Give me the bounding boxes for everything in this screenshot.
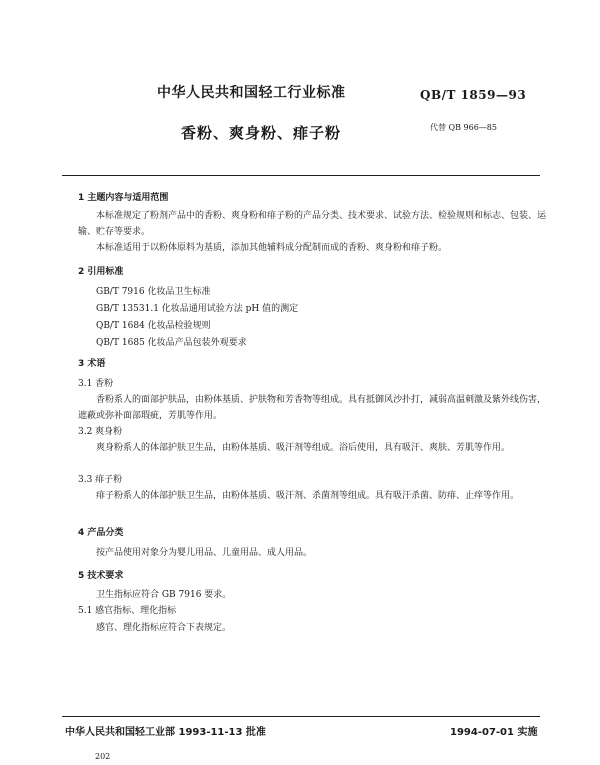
reference-item: QB/T 1684 化妆品检验规则 [96, 321, 211, 331]
reference-item: QB/T 1685 化妆品产品包装外观要求 [96, 338, 247, 348]
issuer-title: 中华人民共和国轻工行业标准 [157, 85, 346, 101]
section-5-text: 卫生指标应符合 GB 7916 要求。 [96, 590, 232, 600]
term-3-1-heading: 3.1 香粉 [78, 379, 114, 389]
term-3-2-heading: 3.2 爽身粉 [78, 427, 123, 437]
section-5-heading: 5 技术要求 [78, 571, 124, 581]
section-5-1-heading: 5.1 感官指标、理化指标 [78, 606, 177, 616]
term-3-3-heading: 3.3 痱子粉 [78, 475, 123, 485]
section-2-heading: 2 引用标准 [78, 267, 124, 277]
section-5-1-text: 感官、理化指标应符合下表规定。 [96, 623, 232, 633]
replaces-note: 代替 QB 966—85 [430, 123, 497, 132]
section-1-paragraph-1: 本标准规定了粉剂产品中的香粉、爽身粉和痱子粉的产品分类、技术要求、试验方法、检验规则和标志、包装、运输、贮存等要求。 [78, 211, 547, 237]
term-3-2-text: 爽身粉系人的体部护肤卫生品，由粉体基质、吸汗剂等组成。浴后使用，具有吸汗、爽肤、芳肌等作用。 [96, 443, 511, 453]
section-1-paragraph-2: 本标准适用于以粉体原料为基质，添加其他辅料成分配制而成的香粉、爽身粉和痱子粉。 [96, 243, 448, 253]
standard-number: QB/T 1859—93 [420, 88, 527, 102]
section-1-heading: 1 主题内容与适用范围 [78, 193, 169, 203]
section-3-heading: 3 术语 [78, 359, 106, 369]
approval-line: 中华人民共和国轻工业部 1993-11-13 批准 [65, 727, 266, 738]
reference-item: GB/T 7916 化妆品卫生标准 [96, 287, 211, 297]
document-title: 香粉、爽身粉、痱子粉 [181, 124, 342, 142]
header-divider [62, 175, 540, 176]
footer-divider [62, 716, 540, 717]
reference-item: GB/T 13531.1 化妆品通用试验方法 pH 值的测定 [96, 304, 299, 314]
page-number: 202 [95, 752, 111, 761]
section-4-text: 按产品使用对象分为婴儿用品、儿童用品、成人用品。 [96, 548, 313, 558]
term-3-1-text: 香粉系人的面部护肤品，由粉体基质、护肤物和芳香物等组成。具有抵御风沙扑打，减弱高温刺激及紫外线伤害，遮蔽或弥补面部瑕疵，芳肌等作用。 [78, 395, 547, 421]
effective-date: 1994-07-01 实施 [450, 727, 538, 738]
section-4-heading: 4 产品分类 [78, 528, 124, 538]
term-3-3-text: 痱子粉系人的体部护肤卫生品，由粉体基质、吸汗剂、杀菌剂等组成。具有吸汗杀菌、防痱、止痒等作用。 [96, 491, 520, 501]
